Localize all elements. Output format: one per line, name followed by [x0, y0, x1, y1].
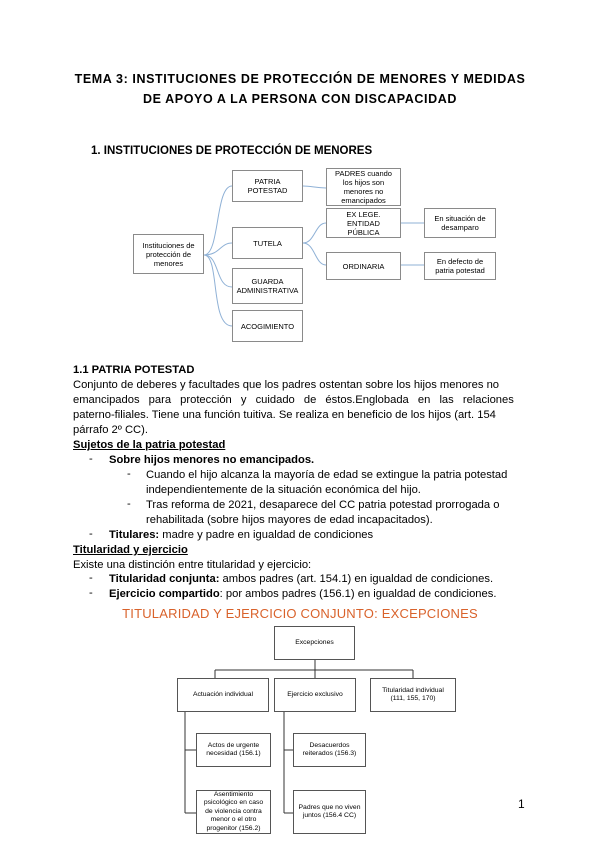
excepciones-box: Excepciones: [274, 626, 355, 660]
bullet-2-text: madre y padre en igualdad de condiciones: [159, 529, 374, 541]
titularidad-heading: Titularidad y ejercicio: [73, 544, 188, 556]
bullet-4-text: : por ambos padres (156.1) en igualdad de condiciones.: [219, 588, 497, 600]
sub-bullet-1-line-1: Cuando el hijo alcanza la mayoría de edad se extingue la patria potestad: [146, 469, 508, 481]
sub-bullet-dash: -: [127, 498, 131, 510]
defecto-box: En defecto de patria potestad: [424, 252, 496, 280]
paragraph-2: Existe una distinción entre titularidad y ejercicio:: [73, 559, 312, 571]
patria-potestad-box: PATRIA POTESTAD: [232, 170, 303, 202]
sub-bullet-2-line-2: rehabilitada (sobre hijos mayores de edad incapacitados).: [146, 514, 433, 526]
ordinaria-box: ORDINARIA: [326, 252, 401, 280]
actuacion-individual-box: Actuación individual: [177, 678, 269, 712]
padres-no-viven-box: Padres que no viven juntos (156.4 CC): [293, 790, 366, 834]
diagram-2-title: TITULARIDAD Y EJERCICIO CONJUNTO: EXCEPCIONES: [122, 606, 478, 621]
bullet-3-label: Titularidad conjunta:: [109, 573, 220, 585]
ejercicio-exclusivo-box: Ejercicio exclusivo: [274, 678, 356, 712]
titularidad-individual-box: Titularidad individual (111, 155, 170): [370, 678, 456, 712]
document-title-line-1: TEMA 3: INSTITUCIONES DE PROTECCIÓN DE MENORES Y MEDIDAS: [74, 72, 526, 86]
paragraph-1-line-3: paterno-filiales. Tiene una función tuitiva. Se realiza en beneficio de los hijos (art. 154: [73, 409, 496, 421]
guarda-administrativa-box: GUARDA ADMINISTRATIVA: [232, 268, 303, 304]
ex-lege-box: EX LEGE. ENTIDAD PÚBLICA: [326, 208, 401, 238]
acogimiento-box: ACOGIMIENTO: [232, 310, 303, 342]
bullet-dash: -: [89, 528, 93, 540]
sub-bullet-2-line-1: Tras reforma de 2021, desaparece del CC patria potestad prorrogada o: [146, 499, 500, 511]
sub-bullet-dash: -: [127, 468, 131, 480]
bullet-dash: -: [89, 587, 93, 599]
sub-bullet-1-line-2: independientemente de la situación económica del hijo.: [146, 484, 421, 496]
padres-note-box: PADRES cuando los hijos son menores no emancipados: [326, 168, 401, 206]
desamparo-box: En situación de desamparo: [424, 208, 496, 238]
section-1-heading: 1. INSTITUCIONES DE PROTECCIÓN DE MENORES: [91, 145, 373, 157]
paragraph-1-line-1: Conjunto de deberes y facultades que los padres ostentan sobre los hijos menores no: [73, 379, 500, 391]
document-title-line-2: DE APOYO A LA PERSONA CON DISCAPACIDAD: [142, 92, 458, 106]
sujetos-heading: Sujetos de la patria potestad: [73, 439, 226, 451]
desacuerdos-box: Desacuerdos reiterados (156.3): [293, 733, 366, 767]
paragraph-1-line-2: emancipados para protección y cuidado de éstos.Englobada en las relaciones: [73, 394, 514, 406]
section-1-1-heading: 1.1 PATRIA POTESTAD: [73, 364, 195, 376]
bullet-dash: -: [89, 572, 93, 584]
bullet-1: Sobre hijos menores no emancipados.: [109, 454, 315, 466]
bullet-4-label: Ejercicio compartido: [109, 588, 220, 600]
bullet-3-text: ambos padres (art. 154.1) en igualdad de condiciones.: [219, 573, 494, 585]
asentimiento-box: Asentimiento psicológico en caso de violencia contra menor o el otro progenitor (156.2): [196, 790, 271, 834]
paragraph-1-line-4: párrafo 2º CC).: [73, 424, 148, 436]
diagram-root-box: Instituciones de protección de menores: [133, 234, 204, 274]
bullet-2-label: Titulares:: [109, 529, 160, 541]
tutela-box: TUTELA: [232, 227, 303, 259]
page-number: 1: [518, 797, 525, 811]
bullet-dash: -: [89, 453, 93, 465]
actos-urgente-box: Actos de urgente necesidad (156.1): [196, 733, 271, 767]
